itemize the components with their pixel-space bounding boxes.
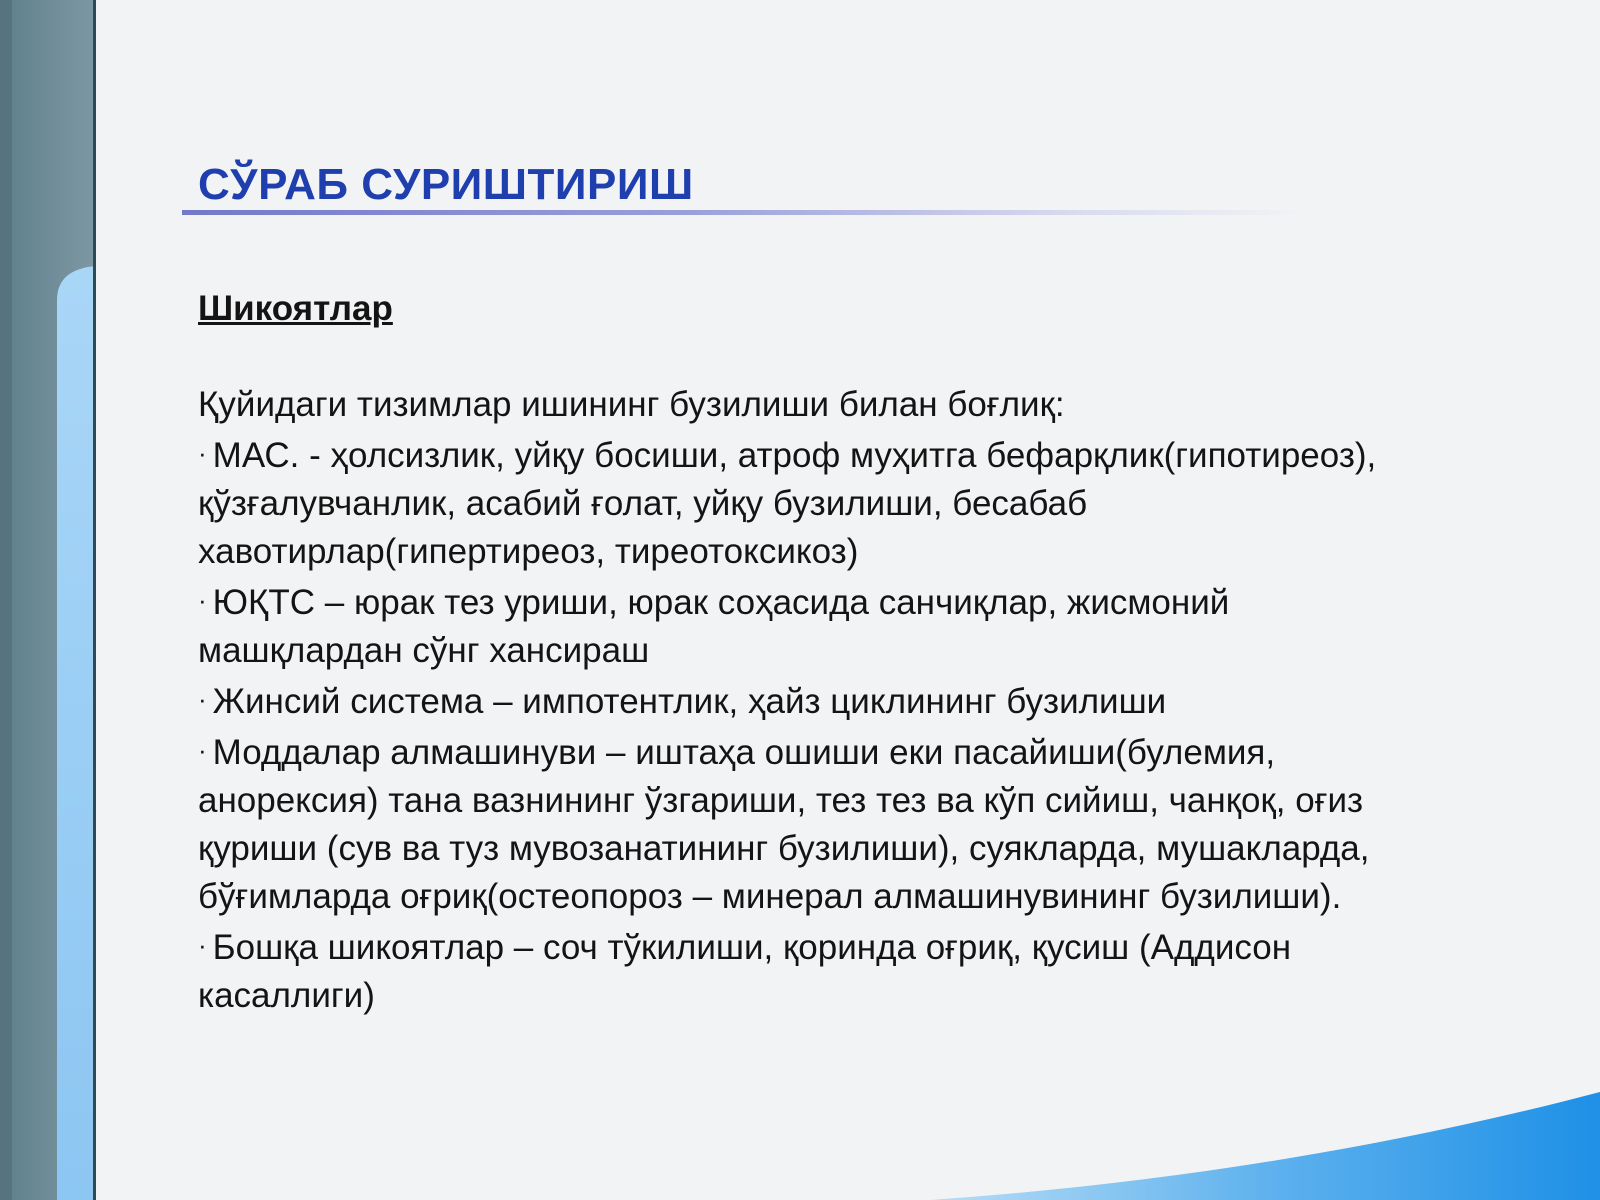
slide-content — [198, 285, 1438, 1020]
side-bar-edge — [0, 0, 12, 1200]
bullet-marker: · — [198, 585, 207, 615]
bullet-marker: · — [198, 930, 207, 960]
slide-title: СЎРАБ СУРИШТИРИШ — [198, 160, 694, 209]
bullet-item-cardiovascular — [198, 576, 1438, 675]
side-bar-divider — [93, 0, 96, 1200]
bullet-item-other — [198, 921, 1438, 1020]
bullet-marker: · — [198, 684, 207, 714]
bottom-wave — [930, 1092, 1600, 1200]
bullet-text: ЮҚТС – юрак тез уриши, юрак соҳасида санчиқлар, жисмоний машқлардан сўнг хансираш — [198, 583, 1230, 670]
side-bar-light — [57, 266, 96, 1200]
bullet-item-reproductive — [198, 675, 1438, 726]
bullet-text: Моддалар алмашинуви – иштаҳа ошиши еки пасайиши(булемия, анорексия) тана вазнининг ўзгариши, тез тез ва кўп сийиш, чанқоқ, оғиз қуриши (сув ва туз мувозанатининг бузилиши), суякларда, мушакларда, бўғимларда оғриқ(остеопороз – минерал алмашинувининг бузилиши). — [198, 733, 1370, 916]
bullet-item-cns — [198, 429, 1438, 576]
bullet-marker: · — [198, 438, 207, 468]
bullet-text: МАС. - ҳолсизлик, уйқу босиши, атроф муҳитга бефарқлик(гипотиреоз), қўзғалувчанлик, асабий ғолат, уйқу бузилиши, бесабаб хавотирлар(гипертиреоз, тиреотоксикоз) — [198, 436, 1377, 571]
title-underline — [182, 210, 1302, 215]
bullet-item-metabolism — [198, 726, 1438, 921]
bullet-text: Бошқа шикоятлар – соч тўкилиши, қоринда оғриқ, қусиш (Аддисон касаллиги) — [198, 928, 1292, 1015]
complaints-subheading: Шикоятлар — [198, 289, 393, 328]
intro-text: Қуйидаги тизимлар ишининг бузилиши билан боғлиқ: — [198, 385, 1065, 424]
bullet-text: Жинсий система – импотентлик, ҳайз циклининг бузилиши — [212, 682, 1167, 721]
bullet-marker: · — [198, 735, 207, 765]
